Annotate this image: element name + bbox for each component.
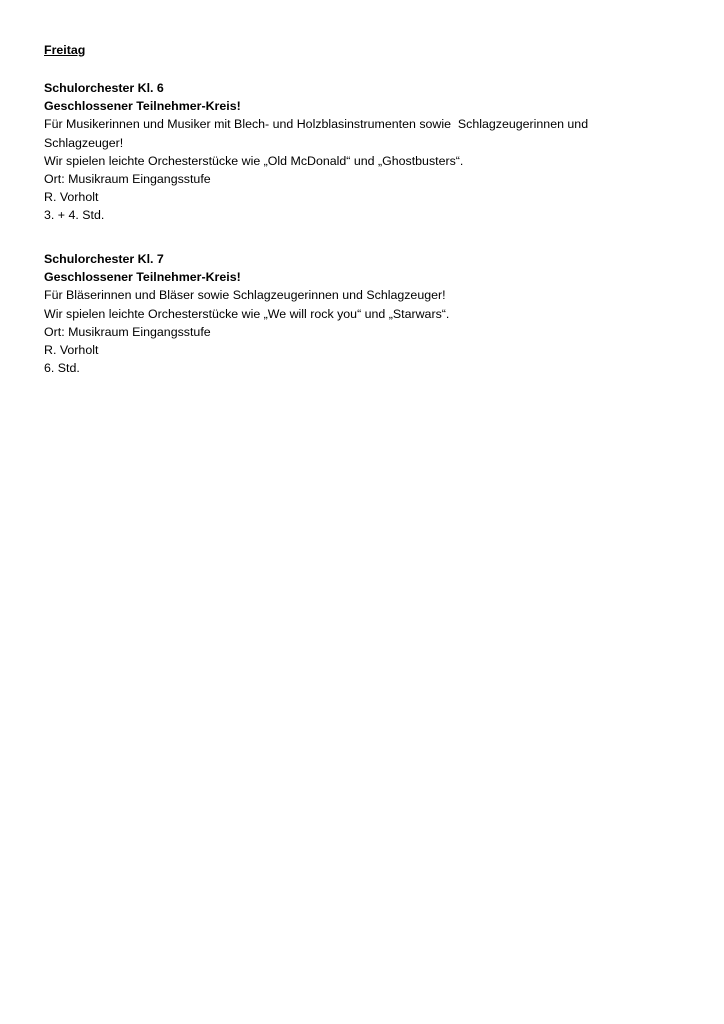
entry-time: 3. + 4. Std.: [44, 208, 105, 223]
entry-repertoire: Wir spielen leichte Orchesterstücke wie „Old McDonald“ und „Ghostbusters“.: [44, 153, 464, 168]
entry-subtitle: Geschlossener Teilnehmer-Kreis!: [44, 99, 241, 114]
entry-time: 6. Std.: [44, 361, 80, 376]
entry-description-line: Für Bläserinnen und Bläser sowie Schlagzeugerinnen und Schlagzeuger!: [44, 288, 446, 303]
entry-repertoire: Wir spielen leichte Orchesterstücke wie „We will rock you“ und „Starwars“.: [44, 306, 450, 321]
entry-subtitle: Geschlossener Teilnehmer-Kreis!: [44, 270, 241, 285]
entry-teacher: R. Vorholt: [44, 190, 99, 205]
entry-description-line: Schlagzeuger!: [44, 135, 124, 150]
entry-schulorchester-kl6: [44, 79, 684, 225]
entry-description-line: Für Musikerinnen und Musiker mit Blech- und Holzblasinstrumenten sowie Schlagzeugerinnen und: [44, 117, 589, 132]
day-heading: Freitag: [44, 43, 86, 57]
entry-location: Ort: Musikraum Eingangsstufe: [44, 172, 211, 187]
entry-title: Schulorchester Kl. 7: [44, 252, 164, 266]
entry-title: Schulorchester Kl. 6: [44, 81, 164, 95]
entry-location: Ort: Musikraum Eingangsstufe: [44, 324, 211, 339]
entry-schulorchester-kl7: [44, 250, 684, 377]
entry-teacher: R. Vorholt: [44, 343, 99, 358]
